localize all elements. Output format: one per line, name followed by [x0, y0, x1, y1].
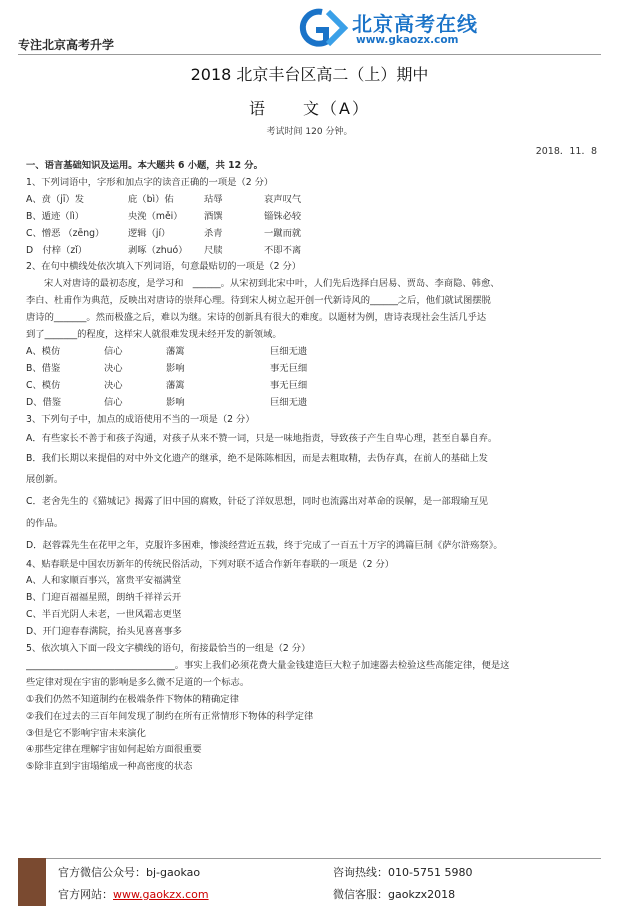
question-5-item: ③但是它不影响宇宙未来演化 — [26, 727, 146, 739]
exam-time: 考试时间 120 分钟。 — [266, 127, 353, 137]
question-4-stem: 4、贴春联是中国农历新年的传统民俗活动，下列对联不适合作新年春联的一项是（2 分） — [26, 558, 395, 570]
question-5-item: ①我们仍然不知道制约在极端条件下物体的精确定律 — [26, 693, 239, 705]
question-2-option-a: A、模仿 信心 藩篱 巨细无遗 — [26, 345, 308, 357]
question-5-text: ________________________________。事实上我们必须花费大量金钱建造巨大粒子加速器去检验这些高能定律，便是这 — [26, 659, 510, 671]
exam-date: 2018．11．8 — [535, 146, 597, 157]
question-4-option: D、开门迎春春满院，抬头见喜喜事多 — [26, 626, 182, 638]
question-1-option-d: D 付梓（zǐ） 剥啄（zhuó） 尺牍 不即不离 — [26, 244, 302, 256]
header-divider — [18, 54, 601, 55]
footer-website: 官方网站：www.gaokzx.com — [58, 888, 209, 901]
question-5-item: ⑤除非直到宇宙塌缩成一种高密度的状态 — [26, 761, 193, 773]
question-2-option-b: B、借鉴 决心 影响 事无巨细 — [26, 362, 308, 374]
question-2-paragraph: 宋人对唐诗的最初态度，是学习和 ______。从宋初到北宋中叶，人们先后选择白居易、贾岛、李商隐、韩愈、 — [44, 278, 500, 290]
section-heading: 一、语言基础知识及运用。本大题共 6 小题，共 12 分。 — [26, 160, 263, 171]
question-3-stem: 3、下列句子中，加点的成语使用不当的一项是（2 分） — [26, 413, 255, 425]
question-1-option-c: C、憎恶 （zēng） 逻辑（jí） 杀青 一蹴而就 — [26, 227, 302, 239]
question-4-option: B、门迎百福福星照，朗纳千祥祥云开 — [26, 592, 182, 604]
question-3-option: C．老舍先生的《猫城记》揭露了旧中国的腐败，针砭了洋奴思想，同时也流露出对革命的误解，是一部瑕瑜互见 — [26, 495, 489, 507]
exam-title: 2018 北京丰台区高二（上）期中 — [190, 65, 429, 84]
website-link[interactable]: www.gaokzx.com — [113, 888, 209, 901]
logo-url: www.gkaozx.com — [356, 34, 459, 46]
question-2-option-d: D、借鉴 信心 影响 巨细无遗 — [26, 396, 308, 408]
question-5-stem: 5、依次填入下面一段文字横线的语句，衔接最恰当的一组是（2 分） — [26, 643, 311, 655]
question-3-option: A．有些家长不善于和孩子沟通，对孩子从来不赞一词，只是一味地指责，导致孩子产生自卑心理，甚至自暴自弃。 — [26, 432, 498, 444]
question-2-paragraph: 到了_______的程度，这样宋人就很难发现未经开发的新领域。 — [26, 329, 282, 341]
question-2-paragraph: 李白、杜甫作为典范，反映出对唐诗的崇拜心理。待到宋人树立起开创一代新诗风的______之后，他们就试图摆脱 — [26, 295, 491, 307]
question-4-option: A、人和家顺百事兴，富贵平安福满堂 — [26, 575, 182, 587]
footer-accent-bar — [18, 858, 46, 906]
question-2-paragraph: 唐诗的_______。然而极盛之后，难以为继。宋诗的创新具有很大的难度。以题材为例，唐诗表现社会生活几乎达 — [26, 312, 487, 324]
footer-hotline: 咨询热线：010-5751 5980 — [333, 866, 473, 879]
question-1-stem: 1、下列词语中，字形和加点字的读音正确的一项是（2 分） — [26, 176, 274, 188]
exam-body — [26, 158, 599, 776]
question-2-stem: 2、在句中横线处依次填入下列词语，句意最贴切的一项是（2 分） — [26, 261, 302, 273]
logo-text: 北京高考在线 — [352, 12, 478, 36]
site-logo[interactable] — [292, 6, 522, 52]
question-2-option-c: C、模仿 决心 藩篱 事无巨细 — [26, 379, 308, 391]
footer-wechat: 官方微信公众号：bj-gaokao — [58, 866, 201, 879]
question-3-option: 展创新。 — [26, 473, 64, 485]
question-3-option: D．赵蓉霖先生在花甲之年，克服许多困难，惨淡经营近五载，终于完成了一百五十万字的鸿篇巨制《萨尔浒殇祭》。 — [26, 539, 503, 551]
question-3-option: 的作品。 — [26, 517, 64, 529]
footer-wechat-service: 微信客服：gaokzx2018 — [333, 888, 456, 901]
footer-divider — [18, 858, 601, 859]
question-5-item: ④那些定律在理解宇宙如何起始方面很重要 — [26, 744, 202, 756]
question-5-text: 些定律对现在宇宙的影响是多么微不足道的一个标志。 — [26, 676, 250, 688]
gk-logo-icon — [292, 8, 350, 48]
exam-subject: 语 文（A） — [249, 99, 370, 118]
question-3-option: B．我们长期以来提倡的对中外文化遗产的继承，绝不是陈陈相因，而是去粗取精，去伪存真，在前人的基础上发 — [26, 452, 488, 464]
question-5-item: ②我们在过去的三百年间发现了制约在所有正常情形下物体的科学定律 — [26, 710, 314, 722]
question-1-option-b: B、遁迹（lì） 央浼（měi） 酒馔 锱铢必较 — [26, 210, 302, 222]
header-tagline: 专注北京高考升学 — [18, 38, 115, 52]
question-4-option: C、半百光阴人未老，一世风霜志更坚 — [26, 609, 182, 621]
question-1-option-a: A、贲（jī）发 庇（bì）佑 玷辱 哀声叹气 — [26, 193, 302, 205]
